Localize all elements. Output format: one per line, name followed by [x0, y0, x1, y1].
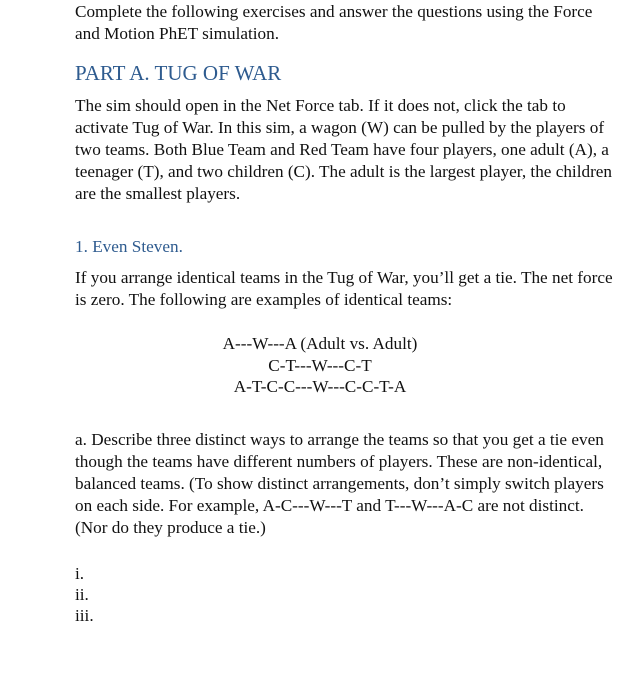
part-a-heading: PART A. TUG OF WAR [75, 61, 282, 85]
answer-item-ii: ii. [75, 584, 89, 604]
answer-item-iii: iii. [75, 605, 94, 625]
answer-list [75, 563, 620, 626]
even-steven-description: If you arrange identical teams in the Tug of War, you’ll get a tie. The net force is zero. The following are examples of identical teams: [75, 268, 613, 309]
even-steven-heading: 1. Even Steven. [75, 237, 183, 256]
example-line: A-T-C-C---W---C-C-T-A [233, 377, 407, 396]
answer-item-i: i. [75, 563, 85, 583]
intro-paragraph: Complete the following exercises and answer the questions using the Force and Motion PhET simulation. [75, 2, 593, 43]
document-page [75, 0, 620, 626]
question-a: a. Describe three distinct ways to arrange the teams so that you get a tie even though the teams have different numbers of players. These are non-identical, balanced teams. (To show distinct arrangements, don’t simply switch players on each side. For example, A-C---W---T and T---W---A-C are not distinct. (Nor do they produce a tie.) [75, 429, 604, 537]
part-a-description: The sim should open in the Net Force tab. If it does not, click the tab to activate Tug of War. In this sim, a wagon (W) can be pulled by the players of two teams. Both Blue Team and Red Team have four players, one adult (A), a teenager (T), and two children (C). The adult is the largest player, the children are the smallest players. [75, 96, 613, 203]
example-line: A---W---A (Adult vs. Adult) [222, 334, 418, 353]
example-line: C-T---W---C-T [268, 355, 372, 375]
identical-team-examples [75, 333, 565, 398]
